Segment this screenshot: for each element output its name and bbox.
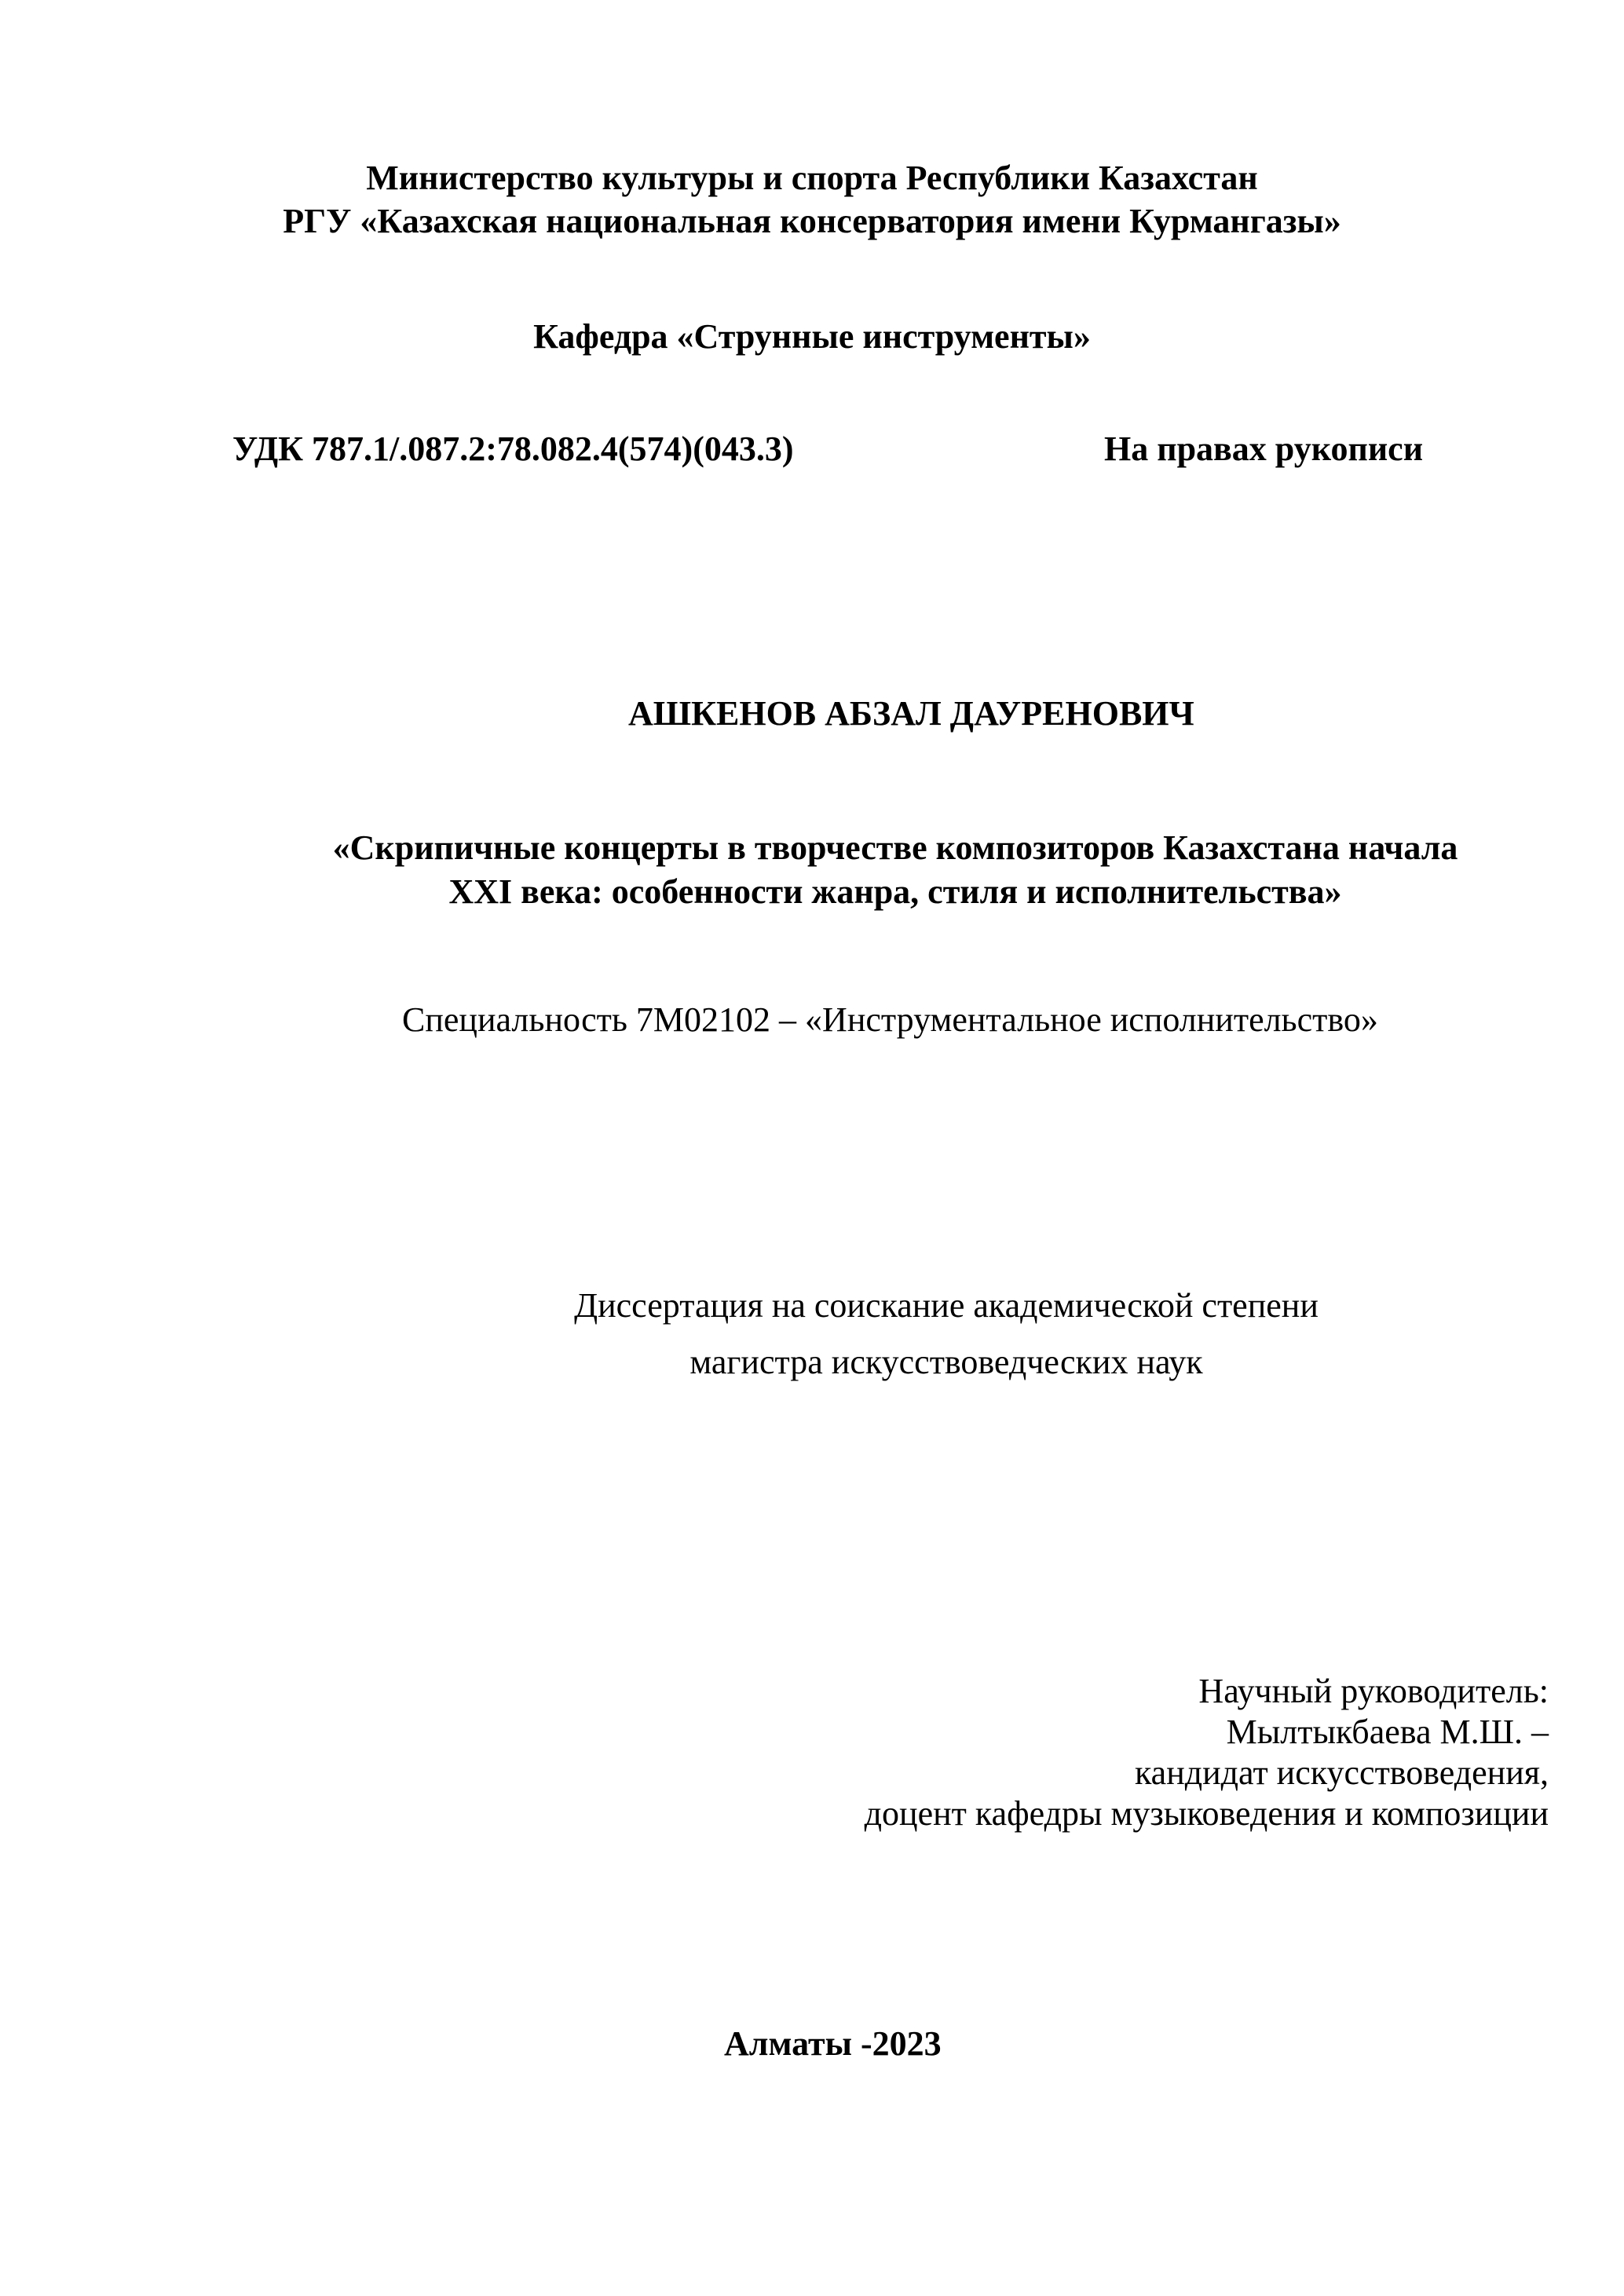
supervisor-position: доцент кафедры музыковедения и композиции <box>864 1794 1549 1833</box>
city-year: Алматы -2023 <box>724 2024 942 2063</box>
supervisor-block <box>865 1671 1549 1834</box>
title-line-1: «Скрипичные концерты в творчестве композиторов Казахстана начала <box>332 828 1458 867</box>
author-name: АШКЕНОВ АБЗАЛ ДАУРЕНОВИЧ <box>628 694 1194 733</box>
degree-statement <box>440 1285 1453 1384</box>
supervisor-label: Научный руководитель: <box>1198 1672 1549 1710</box>
ministry-name: Министерство культуры и спорта Республики Казахстан <box>366 159 1258 197</box>
specialty: Специальность 7М02102 – «Инструментальное исполнительство» <box>402 1000 1378 1039</box>
university-name: РГУ «Казахская национальная консерватория имени Курмангазы» <box>283 202 1341 240</box>
supervisor-degree: кандидат искусствоведения, <box>1134 1753 1549 1792</box>
degree-line-2: магистра искусствоведческих наук <box>689 1343 1203 1381</box>
dissertation-title <box>251 826 1539 914</box>
degree-line-1: Диссертация на соискание академической степени <box>574 1286 1319 1325</box>
supervisor-name: Мылтыкбаева М.Ш. – <box>1226 1713 1549 1751</box>
manuscript-rights: На правах рукописи <box>1104 430 1424 468</box>
title-line-2: XXI века: особенности жанра, стиля и исполнительства» <box>448 872 1342 911</box>
department-name: Кафедра «Струнные инструменты» <box>533 317 1091 356</box>
udk-code: УДК 787.1/.087.2:78.082.4(574)(043.3) <box>232 430 794 468</box>
